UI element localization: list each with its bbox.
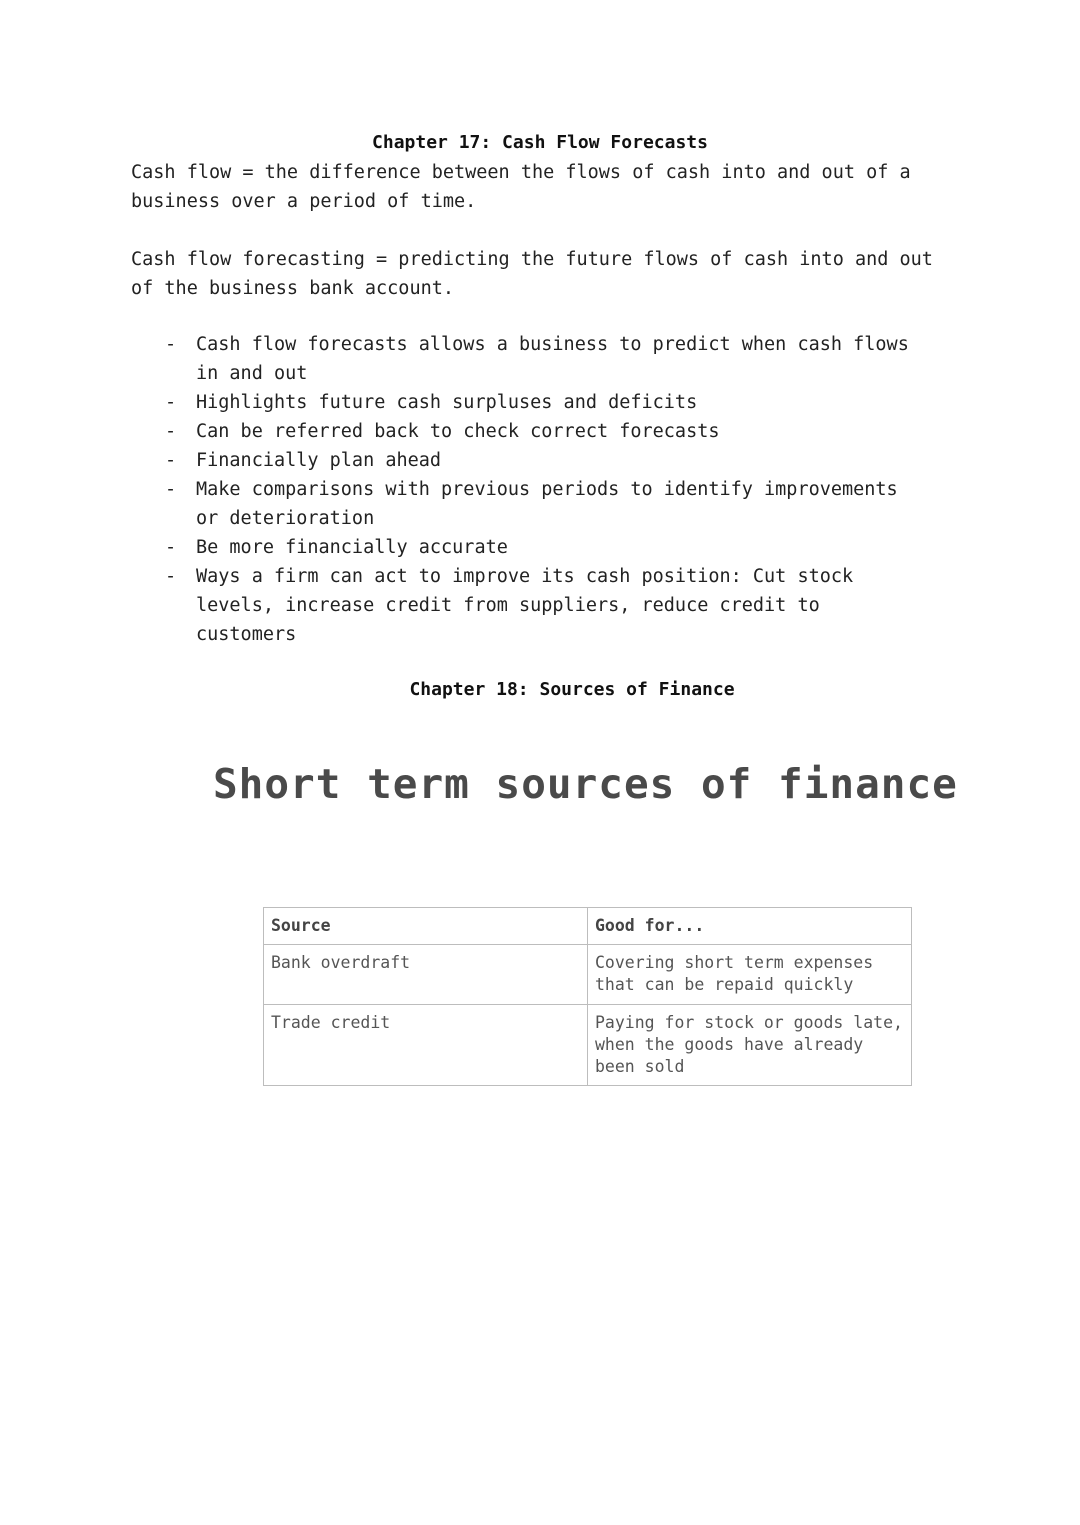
table-cell-source: Bank overdraft xyxy=(264,945,588,1005)
list-item-text: Make comparisons with previous periods to identify improvements or deterioration xyxy=(196,479,898,529)
finance-sources-table xyxy=(263,907,912,1086)
bullet-dash: - xyxy=(165,392,177,413)
table-row xyxy=(264,945,912,1005)
table-header-row xyxy=(264,908,912,945)
list-item xyxy=(160,446,920,475)
bullet-dash: - xyxy=(165,450,177,471)
list-item-text: Cash flow forecasts allows a business to predict when cash flows in and out xyxy=(196,334,909,384)
bullet-dash: - xyxy=(165,479,177,500)
bullet-dash: - xyxy=(165,421,177,442)
column-header-good-for: Good for... xyxy=(588,908,912,945)
list-item xyxy=(160,562,920,649)
short-term-finance-heading: Short term sources of finance xyxy=(213,760,958,808)
list-item-text: Ways a firm can act to improve its cash position: Cut stock levels, increase credit from suppliers, reduce credit to customers xyxy=(196,566,854,645)
forecast-benefits-list xyxy=(160,330,920,649)
list-item xyxy=(160,330,920,388)
list-item xyxy=(160,475,920,533)
chapter-17-title: Chapter 17: Cash Flow Forecasts xyxy=(372,132,708,153)
bullet-dash: - xyxy=(165,537,177,558)
cash-flow-definition: Cash flow = the difference between the flows of cash into and out of a business over a period of time. xyxy=(131,162,922,212)
bullet-dash: - xyxy=(165,566,177,587)
chapter-18-title: Chapter 18: Sources of Finance xyxy=(409,679,735,700)
list-item-text: Financially plan ahead xyxy=(196,450,442,471)
list-item xyxy=(160,417,920,446)
table-cell-good-for: Paying for stock or goods late, when the goods have already been sold xyxy=(588,1005,912,1086)
list-item-text: Be more financially accurate xyxy=(196,537,508,558)
bullet-dash: - xyxy=(165,334,177,355)
table-cell-source: Trade credit xyxy=(264,1005,588,1086)
list-item-text: Can be referred back to check correct forecasts xyxy=(196,421,720,442)
cash-flow-forecasting-definition: Cash flow forecasting = predicting the future flows of cash into and out of the business bank account. xyxy=(131,249,945,299)
table-cell-good-for: Covering short term expenses that can be repaid quickly xyxy=(588,945,912,1005)
list-item xyxy=(160,533,920,562)
table-row xyxy=(264,1005,912,1086)
list-item-text: Highlights future cash surpluses and deficits xyxy=(196,392,698,413)
list-item xyxy=(160,388,920,417)
column-header-source: Source xyxy=(264,908,588,945)
